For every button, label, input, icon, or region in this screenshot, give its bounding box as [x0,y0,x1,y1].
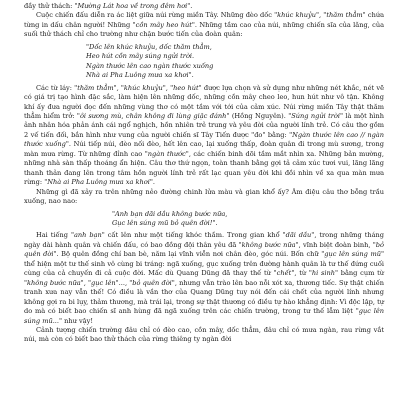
quote: "thăm thẳm", "khúc khuỷu", "heo hút" [74,83,202,92]
paragraph-1 [24,11,384,39]
paragraph-5: Cảnh tượng chiến trường đâu chỉ có đèo cao, cồn mây, dốc thẳm, đâu chỉ có mưa ngàn, rau rừng vắt núi, mà còn có biết bao thử thách của rừng thiêng ty ngàn đời [24,325,384,344]
text-run: là một hình ảnh nhân hóa phản ánh cái ngổ nghịch, hồn nhiên trẻ trung và yêu đời của người lính trẻ. Có câu thơ gồm 2 vế tiến đối, bắn hình như vung của người chiến sĩ Tây Tiến được "đo" bằng: [24,111,384,139]
paragraph-3: Những gì đã xảy ra trên những nẻo đường chinh lửa màu và gian khổ ấy? Âm điệu câu thơ bỗng trầu xuống, nao nao: [24,187,384,206]
text-run: đầy thử thách: [24,2,75,10]
paragraph-2 [24,84,384,188]
verse-line: Heo hút cồn mây súng ngửi trời. [86,52,195,61]
quote: "ôi sương mù, chân không đi lùng giặc đánh" [76,111,230,120]
text-run: Cuộc chiến đấu diễn ra ác liệt giữa núi rừng miền Tây. Những đèo dốc [36,11,275,20]
text-run: . Núi tiếp núi, đèo nối đèo, hết lên cao, lại xuống thấp, đoàn quân đi trong mù sương, trong màn mưa rừng. Từ những đỉnh cao [24,140,384,158]
quote: "bỏ quên đời" [24,240,384,259]
quote: "không bước nữa" [238,240,299,249]
quote: "Súng ngửi trời" [288,111,344,120]
quote: "khúc khuỷu", "thăm thẳm" [274,11,366,20]
text-run: . Bộ quên đồng chí ban bè, năm lại vĩnh viễn nơi chân đèo, góc núi. Bốn chữ [56,250,322,259]
text-run: , các chiến binh dõi tầm mắt nhìn xa. Những bản mường, những nhà sàn thấp thoáng ẩn hiện. Câu thơ thứ ngọn, toàn thanh bằng gợi tả cảm xúc tươi vui, lãng lãng thanh thản đang lên trong tâm hồn người lính trẻ rất lạc quan yêu đời khi đồi nhìn về xa qua màn mưa rừng: [24,149,384,187]
quote: "Nhà ai Pha Luông mưa xa khơi" [44,178,153,187]
quote: "không bước nữa", "gục lên"..., "bỏ quên đời" [24,278,175,287]
verse-line: Ngàn thước lên cao ngàn thước xuống [86,61,214,70]
verse-block-2 [112,210,384,229]
quote: "anh bạn" [70,231,105,240]
text-run: như vậy! [62,316,93,325]
quote: "dãi dầu" [282,231,315,240]
quote: "Mường Lát hoa về trong đêm hơi". [74,2,193,10]
quote: "gục lên súng mũ..." [24,307,384,325]
quote: "cồn mây heo hút" [132,20,195,29]
text-run: , nhưng vẫn trào lên bao nỗi xót xa, thương tiếc. Sự thật chiến tranh xưa nay vẫn thế! Có điều là vần thơ của Quang Dũng tuy nói đến cái chết của người lính nhưng không gợi ra bi lụy, thảm thương, mà trái lại, trong sự thật thương có điều tự hào khẳng định: Vì độc lập, tự do mà có biết bao chiến sĩ anh hùng đã ngã xuống trên các chiến trường, trong tư thế lẫm liệt [24,278,384,316]
quote: "gục lên súng mũ" [321,250,385,259]
verse-line: "Anh bạn dãi dầu không bước nữa, [112,209,228,218]
text-run: chứa từng in dấu chân người! Những [24,11,385,29]
text-run: thể hiện một tư thế sinh vô cùng bi tráng: ngã xuống, gục xuống trên đường hành quân là tư thế đứng cuối cùng của cả chuyến đi cả cuộc đời. Mấc dù Quang Dũng đã thay thế từ [24,259,384,278]
text-run: Hai tiếng [36,231,71,240]
paragraph-4 [24,231,384,326]
text-run: . [152,178,156,187]
text-run: cất lên như một tiếng khóc thầm. Trong gian khổ [104,231,283,240]
verse-line: "Dốc lên khúc khuỷu, dốc thăm thẳm, [86,42,212,51]
verse-block-1 [86,43,384,81]
text-run: , từ [294,269,309,278]
verse-line: Nhà ai Pha Luông mưa xa khơi". [86,71,194,80]
verse-line: Gục lên súng mũ bỏ quên đời!". [112,218,218,227]
text-run: , vĩnh biệt đoàn binh, [298,240,373,249]
quote: "hi sinh" [308,269,339,278]
text-run: (Hồng Nguyên). [229,111,289,120]
text-run: Các từ láy: [36,83,75,92]
text-run: bằng cụm từ [338,269,384,278]
text-run: . Những tầm cao của núi, những chiến sĩa của lăng, của suối thử thách chỉ cho trường như chặn bước tiến của đoàn quân: [24,20,384,39]
quote: "Ngàn thước lên cao // ngàn thước xuống" [24,130,384,149]
text-run: được lựa chọn và sử dụng như những nét khắc, nét vẽ có giá trị tạo hình đặc sắc, làm hiện lên những dốc, những cồn mây cheo leo, hun hút như vô tận. Không khí ấy đưa người đọc đến những vùng thơ có một tầm với tới của cảm xúc. Núi rừng miền Tây thật thăm thẳm hiểm trở: [24,83,384,120]
text-run: , trong những tháng ngày dài hành quân và chiến đấu, có bao đồng đội thân yêu đã [24,231,384,249]
quote: "ngàn thước" [144,149,189,158]
quote: "chết" [273,269,295,278]
